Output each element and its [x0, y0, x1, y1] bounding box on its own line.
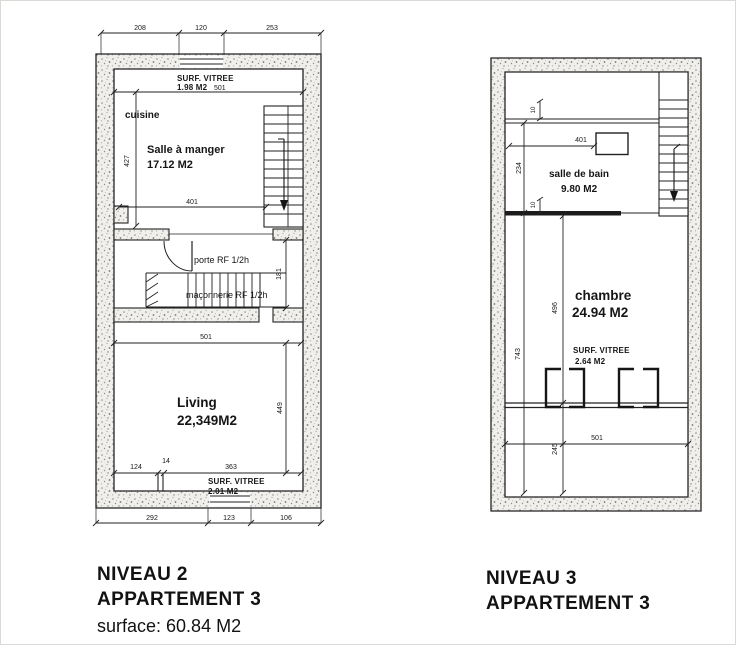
glazed-surface-label: SURF. VITREE	[573, 346, 630, 355]
caption-niveau-2	[97, 562, 261, 637]
hatch-block	[146, 274, 158, 307]
dim-b1: 124	[130, 464, 142, 471]
dim-bottom-height: 245	[552, 443, 559, 455]
caption-level: NIVEAU 3	[486, 568, 577, 589]
dim-top-offset: 10	[531, 106, 537, 114]
room-area-salle-de-bain: 9.80 M2	[561, 184, 598, 195]
dim-bath-height: 234	[516, 162, 523, 174]
dim-b3: 363	[225, 464, 237, 471]
caption-surface: surface: 60.84 M2	[97, 616, 242, 636]
room-area-living: 22,349M2	[177, 413, 238, 428]
glazed-surface-top-area: 1.98 M2	[177, 83, 208, 92]
glazed-surface-area: 2.64 M2	[575, 357, 606, 366]
dim-hall-height: 181	[276, 268, 283, 280]
dim-glazing-width: 501	[214, 85, 226, 92]
glazed-surface-bottom-area: 2.01 M2	[208, 487, 239, 496]
room-label-living: Living	[177, 395, 217, 410]
door-swing	[164, 234, 273, 271]
room-label-salle-a-manger: Salle à manger	[147, 144, 225, 156]
dim-kitchen-height: 427	[124, 155, 131, 167]
glazed-surface-bottom-label: SURF. VITREE	[208, 477, 265, 486]
dim-dining-width: 401	[186, 199, 198, 206]
room-label-salle-de-bain: salle de bain	[549, 169, 610, 180]
staircase	[264, 106, 303, 227]
caption-niveau-3	[486, 566, 650, 616]
dim-chambre-height: 496	[552, 302, 559, 314]
room-area-chambre: 24.94 M2	[572, 305, 629, 320]
note-porte: porte RF 1/2h	[194, 255, 250, 265]
dim-top-2: 120	[195, 25, 207, 32]
dim-bottom-2: 123	[223, 515, 235, 522]
dim-total-height: 743	[515, 348, 522, 360]
caption-apartment: APPARTEMENT 3	[486, 593, 651, 614]
caption-level: NIVEAU 2	[97, 564, 188, 585]
room-area-salle-a-manger: 17.12 M2	[147, 159, 193, 171]
dim-bottom-width: 501	[591, 435, 603, 442]
room-label-cuisine: cuisine	[125, 110, 160, 121]
staircase	[659, 72, 688, 216]
dim-door-offset: 10	[531, 201, 537, 209]
glazed-surface-top-label: SURF. VITREE	[177, 74, 234, 83]
dim-living-width: 501	[200, 334, 212, 341]
window-top	[180, 56, 223, 69]
dim-bottom-3: 106	[280, 515, 292, 522]
caption-apartment: APPARTEMENT 3	[97, 589, 262, 610]
dim-bottom-1: 292	[146, 515, 158, 522]
dim-top-3: 253	[266, 25, 278, 32]
plans-drawing	[1, 1, 736, 645]
room-label-chambre: chambre	[575, 288, 632, 303]
dimension-lines	[93, 30, 324, 526]
dim-bath-width: 401	[575, 137, 587, 144]
plan-niveau-2	[93, 25, 324, 526]
roof-window	[596, 133, 628, 155]
note-maconnerie: maçonnerie RF 1/2h	[186, 290, 268, 300]
plan-niveau-3	[491, 58, 701, 511]
dim-b2: 14	[162, 458, 170, 465]
dim-living-height: 449	[277, 402, 284, 414]
dim-top-1: 208	[134, 25, 146, 32]
